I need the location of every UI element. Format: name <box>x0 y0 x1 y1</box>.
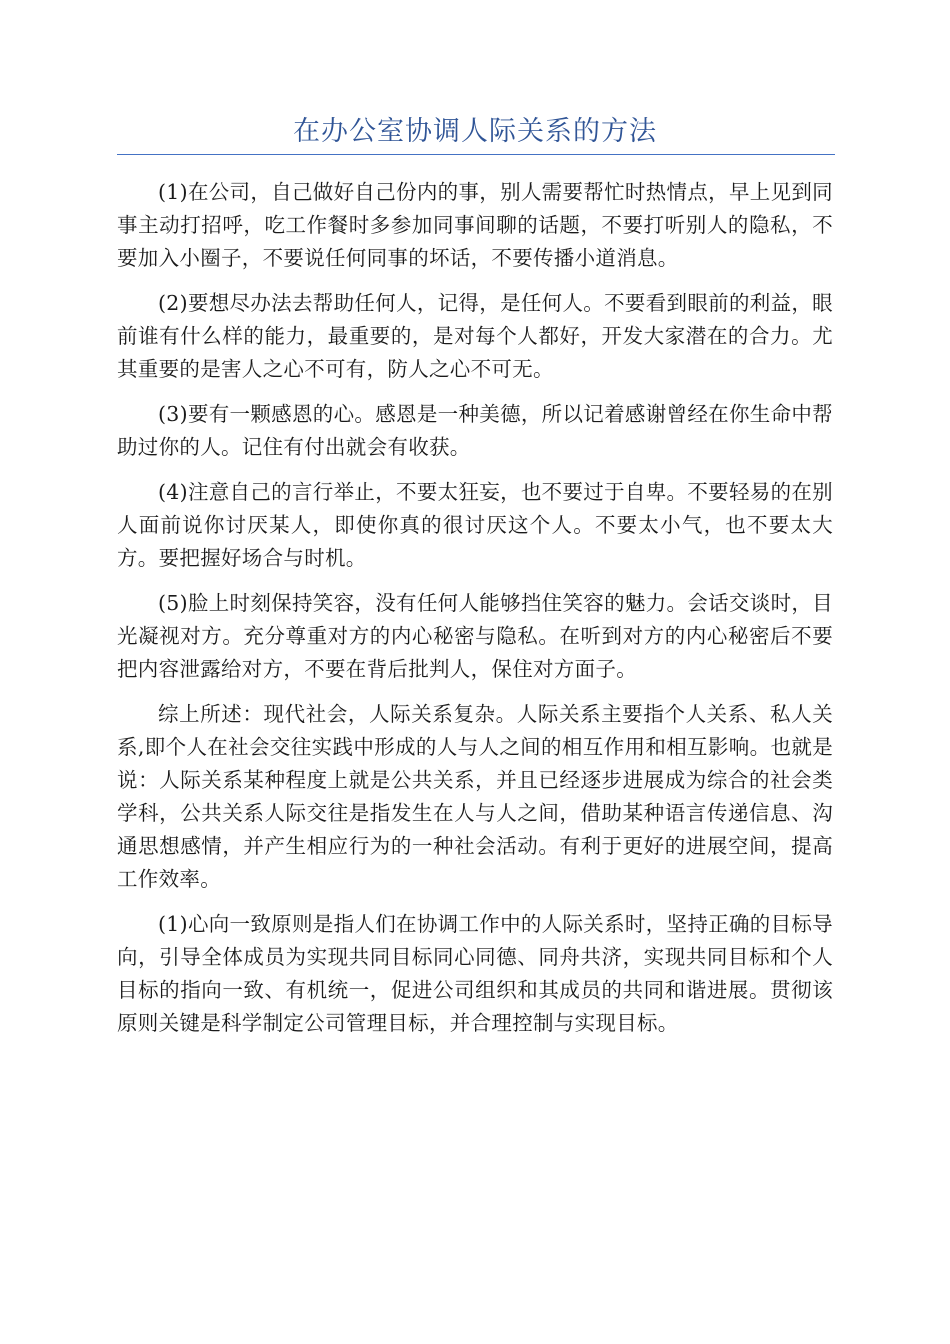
paragraph-summary: 综上所述：现代社会，人际关系复杂。人际关系主要指个人关系、私人关系,即个人在社会交往实践中形成的人与人之间的相互作用和相互影响。也就是说：人际关系某种程度上就是公共关系，并且已经逐步进展成为综合的社会类学科，公共关系人际交往是指发生在人与人之间，借助某种语言传递信息、沟通思想感情，并产生相应行为的一种社会活动。有利于更好的进展空间，提高工作效率。 <box>117 702 833 891</box>
document-body <box>117 176 833 1052</box>
page-title: 在办公室协调人际关系的方法 <box>293 116 657 147</box>
paragraph-5: (5)脸上时刻保持笑容，没有任何人能够挡住笑容的魅力。会话交谈时，目光凝视对方。充分尊重对方的内心秘密与隐私。在听到对方的内心秘密后不要把内容泄露给对方，不要在背后批判人，保住对方面子。 <box>117 591 833 681</box>
title-underline <box>117 154 835 155</box>
paragraph-principle-1: (1)心向一致原则是指人们在协调工作中的人际关系时，坚持正确的目标导向，引导全体成员为实现共同目标同心同德、同舟共济，实现共同目标和个人目标的指向一致、有机统一，促进公司组织和其成员的共同和谐进展。贯彻该原则关键是科学制定公司管理目标，并合理控制与实现目标。 <box>117 912 833 1035</box>
paragraph-1: (1)在公司，自己做好自己份内的事，别人需要帮忙时热情点，早上见到同事主动打招呼，吃工作餐时多参加同事间聊的话题，不要打听别人的隐私，不要加入小圈子，不要说任何同事的坏话，不要传播小道消息。 <box>117 180 833 270</box>
paragraph-2: (2)要想尽办法去帮助任何人，记得，是任何人。不要看到眼前的利益，眼前谁有什么样的能力，最重要的，是对每个人都好，开发大家潜在的合力。尤其重要的是害人之心不可有，防人之心不可无。 <box>117 291 833 381</box>
paragraph-3: (3)要有一颗感恩的心。感恩是一种美德，所以记着感谢曾经在你生命中帮助过你的人。记住有付出就会有收获。 <box>117 402 833 459</box>
paragraph-4: (4)注意自己的言行举止，不要太狂妄，也不要过于自卑。不要轻易的在别人面前说你讨厌某人，即使你真的很讨厌这个人。不要太小气，也不要太大方。要把握好场合与时机。 <box>117 480 833 570</box>
